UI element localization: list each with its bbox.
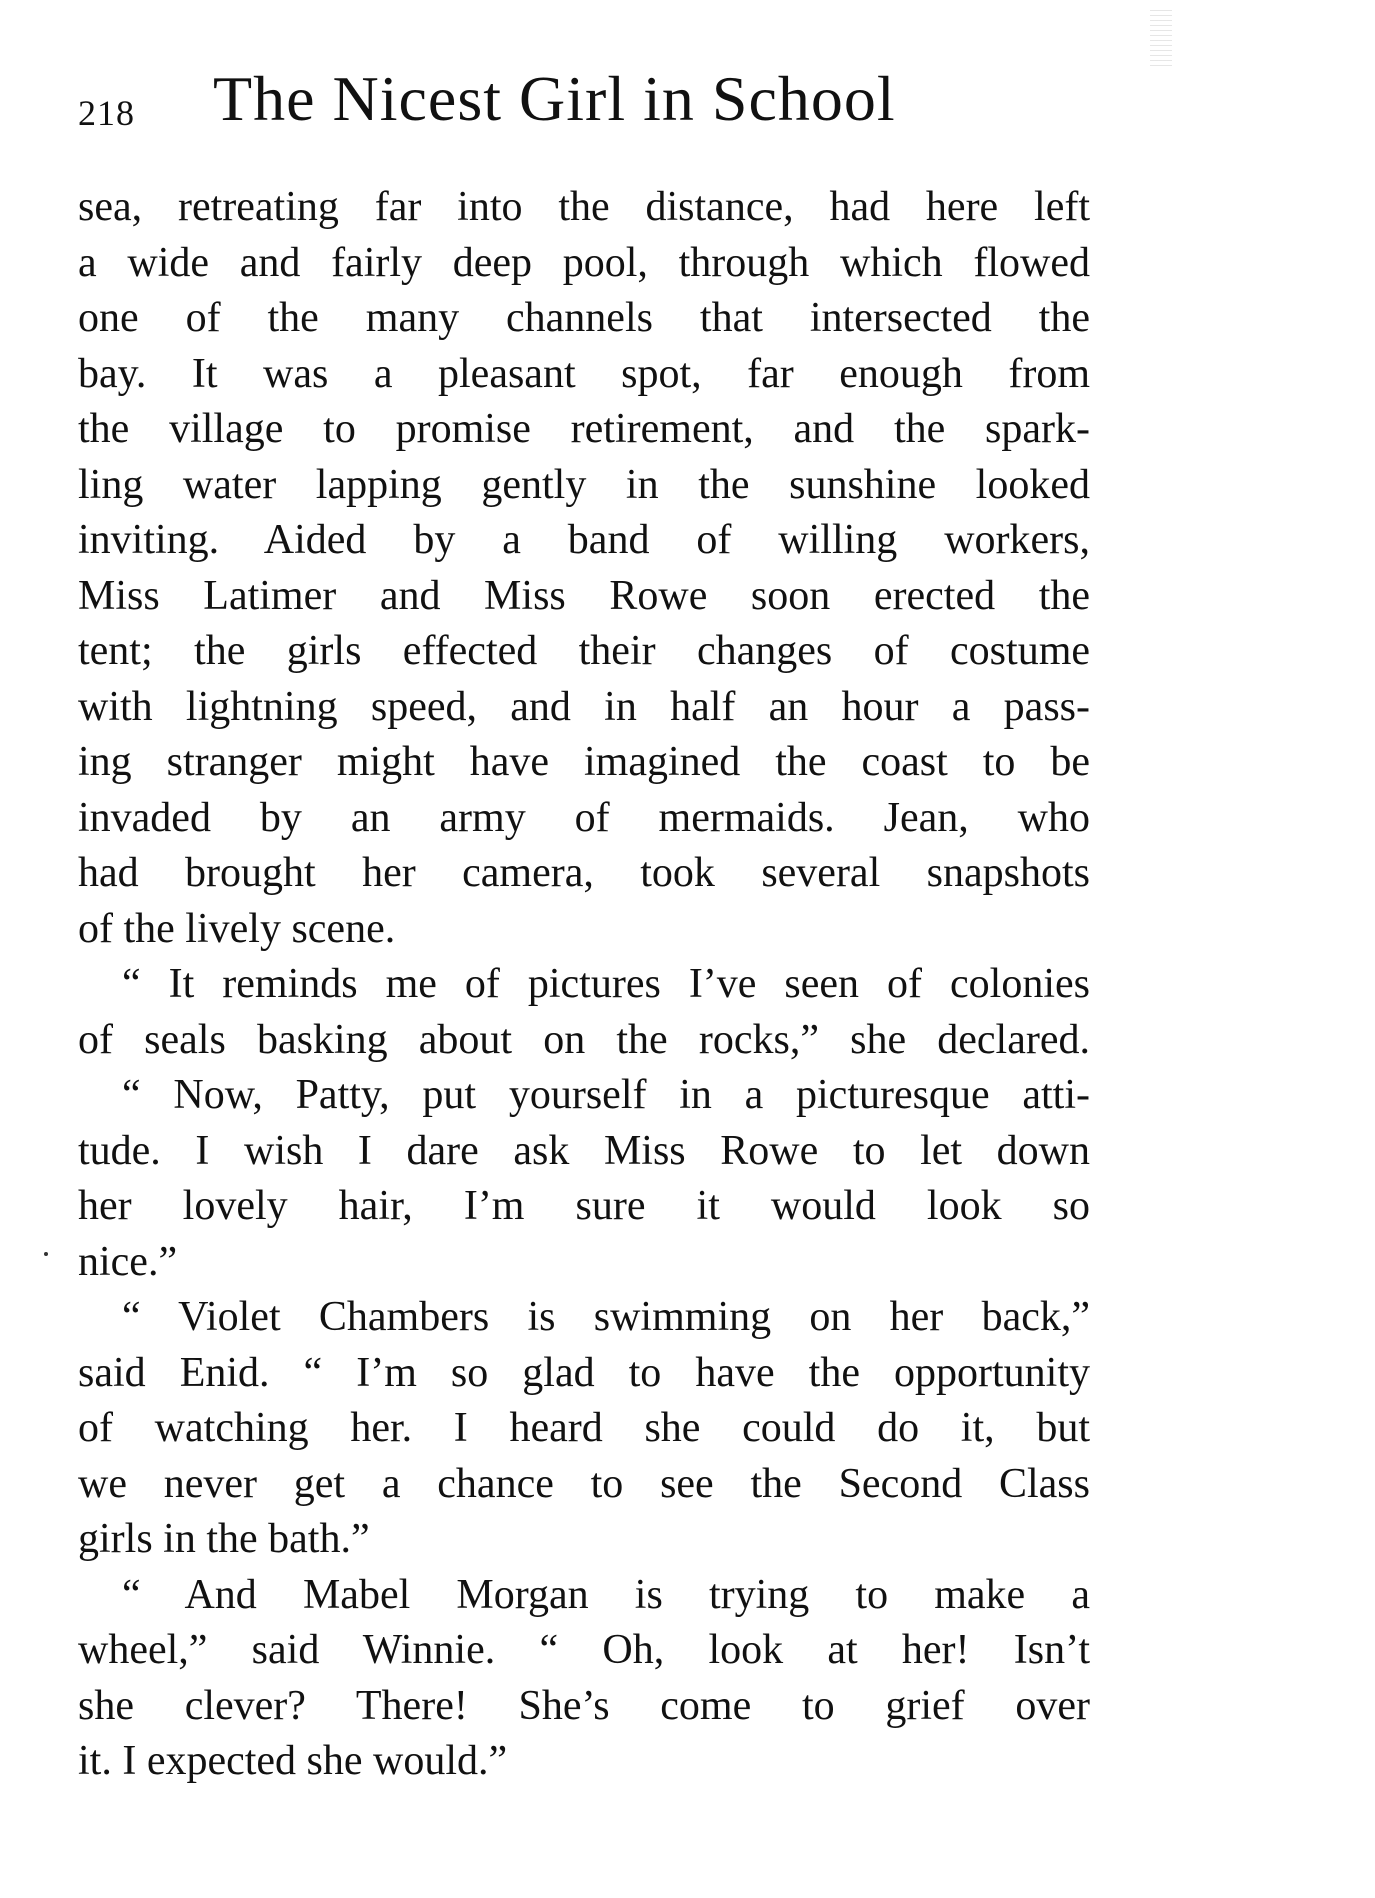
- text-line: wheel,” said Winnie. “ Oh, look at her! Isn’t: [78, 1627, 1090, 1673]
- text-line: “ And Mabel Morgan is trying to make a: [122, 1571, 1090, 1618]
- text-line: Miss Latimer and Miss Rowe soon erected the: [78, 572, 1090, 619]
- text-line: invaded by an army of mermaids. Jean, who: [78, 794, 1090, 841]
- text-line: we never get a chance to see the Second Class: [78, 1460, 1090, 1507]
- book-title: The Nicest Girl in School: [213, 63, 896, 134]
- text-line: nice.”: [78, 1238, 178, 1285]
- text-line: one of the many channels that intersected the: [78, 295, 1090, 341]
- text-line: she clever? There! She’s come to grief over: [78, 1682, 1090, 1729]
- page-number: 218: [78, 93, 135, 133]
- text-line: girls in the bath.”: [78, 1516, 370, 1562]
- scan-speck: [44, 1252, 48, 1256]
- text-line: said Enid. “ I’m so glad to have the opportunity: [78, 1349, 1090, 1396]
- text-line: inviting. Aided by a band of willing workers,: [78, 517, 1090, 563]
- text-line: “ It reminds me of pictures I’ve seen of colonies: [122, 961, 1090, 1007]
- text-line: tude. I wish I dare ask Miss Rowe to let down: [78, 1127, 1090, 1174]
- scan-edge-noise: [1150, 10, 1172, 70]
- text-line: with lightning speed, and in half an hour a pass-: [78, 683, 1090, 730]
- text-line: tent; the girls effected their changes of costume: [78, 628, 1090, 674]
- text-line: “ Now, Patty, put yourself in a picturesque atti-: [122, 1072, 1090, 1118]
- text-line: a wide and fairly deep pool, through which flowed: [78, 239, 1090, 286]
- text-line: it. I expected she would.”: [78, 1738, 508, 1784]
- text-line: the village to promise retirement, and the spark-: [78, 406, 1090, 452]
- text-line: “ Violet Chambers is swimming on her back,”: [122, 1294, 1090, 1340]
- text-line: bay. It was a pleasant spot, far enough from: [78, 350, 1090, 397]
- running-head: [78, 62, 1090, 142]
- text-line: of the lively scene.: [78, 905, 396, 952]
- text-line: ing stranger might have imagined the coast to be: [78, 739, 1090, 785]
- text-line: ling water lapping gently in the sunshine looked: [78, 461, 1090, 508]
- text-line: of seals basking about on the rocks,” she declared.: [78, 1016, 1090, 1063]
- text-line: had brought her camera, took several snapshots: [78, 850, 1090, 896]
- text-line: sea, retreating far into the distance, had here left: [78, 184, 1090, 230]
- text-line: of watching her. I heard she could do it, but: [78, 1405, 1090, 1451]
- body-text: [78, 180, 1090, 1790]
- text-line: her lovely hair, I’m sure it would look so: [78, 1183, 1090, 1229]
